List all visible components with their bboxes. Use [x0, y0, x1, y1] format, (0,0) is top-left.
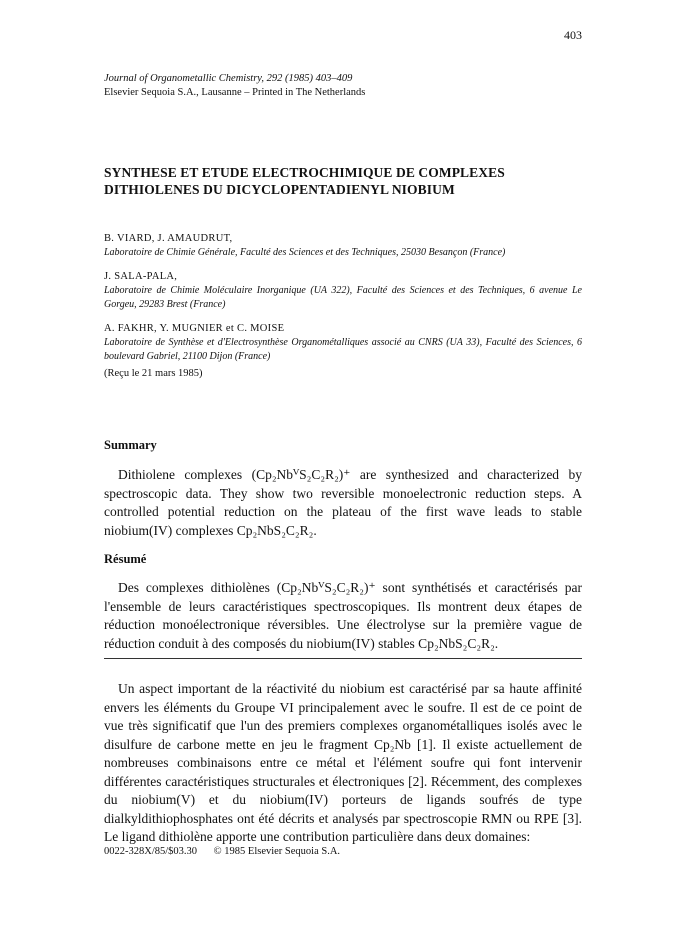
summary-text: Dithiolene complexes (Cp₂NbⱽS₂C₂R₂)⁺ are synthesized and characterized by spectroscopic data. They show two reversible monoelectronic reduction steps. A controlled potential reduction on the plateau of the first wave leads to stable niobium(IV) complexes Cp₂NbS₂C₂R₂. [104, 467, 582, 538]
author-group-1 [104, 232, 582, 260]
journal-publisher: Elsevier Sequoia S.A., Lausanne – Printed in The Netherlands [104, 87, 366, 98]
affiliation: Laboratoire de Chimie Générale, Faculté des Sciences et des Techniques, 25030 Besançon (France) [104, 247, 506, 258]
page-number: 403 [564, 28, 582, 42]
resume-heading: Résumé [104, 552, 147, 566]
affiliation: Laboratoire de Synthèse et d'Electrosynthèse Organométalliques associé au CNRS (UA 33), Faculté des Sciences, 6 boulevard Gabriel, 21100 Dijon (France) [104, 337, 582, 362]
journal-citation: Journal of Organometallic Chemistry, 292 (1985) 403–409 [104, 73, 353, 84]
author-block [104, 232, 582, 381]
author-group-2 [104, 270, 582, 312]
author-names: B. VIARD, J. AMAUDRUT, [104, 233, 233, 244]
resume-text: Des complexes dithiolènes (Cp₂NbⱽS₂C₂R₂)⁺ sont synthétisés et caractérisés par l'ensemble de leurs caractéristiques spectroscopiques. Ils montrent deux étapes de réduction monoélectronique réversibles. Une électrolyse sur la première vague de réduction conduit à des composés du niobium(IV) stables Cp₂NbS₂C₂R₂. [104, 580, 582, 651]
received-date: (Reçu le 21 mars 1985) [104, 368, 203, 379]
footer [104, 846, 354, 857]
body-text: Un aspect important de la réactivité du niobium est caractérisé par sa haute affinité envers les éléments du Groupe VI principalement avec le soufre. Il est de ce point de vue très significatif que l'un des premiers complexes organométalliques isolés avec le disulfure de carbone mette en jeu le fragment Cp₂Nb [1]. Il existe actuellement de nombreuses combinaisons entre ce métal et l'élément soufre qui font intervenir différentes caractéristiques structurales et électroniques [2]. Récemment, des complexes du niobium(V) et du niobium(IV) porteurs de ligands soufrés de type dialkyldithiophosphates ont été décrits et analysés par spectroscopie RMN ou RPE [3]. Le ligand dithiolène apporte une contribution particulière dans deux domaines: [104, 681, 582, 844]
article-title: SYNTHESE ET ETUDE ELECTROCHIMIQUE DE COMPLEXES DITHIOLENES DU DICYCLOPENTADIENYL NIOBIUM [104, 165, 505, 197]
footer-copyright: © 1985 Elsevier Sequoia S.A. [213, 846, 341, 857]
affiliation: Laboratoire de Chimie Moléculaire Inorganique (UA 322), Faculté des Sciences et des Techniques, 6 avenue Le Gorgeu, 29283 Brest (France) [104, 285, 582, 310]
author-group-3 [104, 322, 582, 364]
summary-heading: Summary [104, 438, 157, 452]
footer-code: 0022-328X/85/$03.30 [104, 846, 198, 857]
section-divider [104, 658, 582, 659]
author-names: J. SALA-PALA, [104, 271, 178, 282]
author-names: A. FAKHR, Y. MUGNIER et C. MOISE [104, 323, 285, 334]
journal-header [104, 72, 365, 100]
